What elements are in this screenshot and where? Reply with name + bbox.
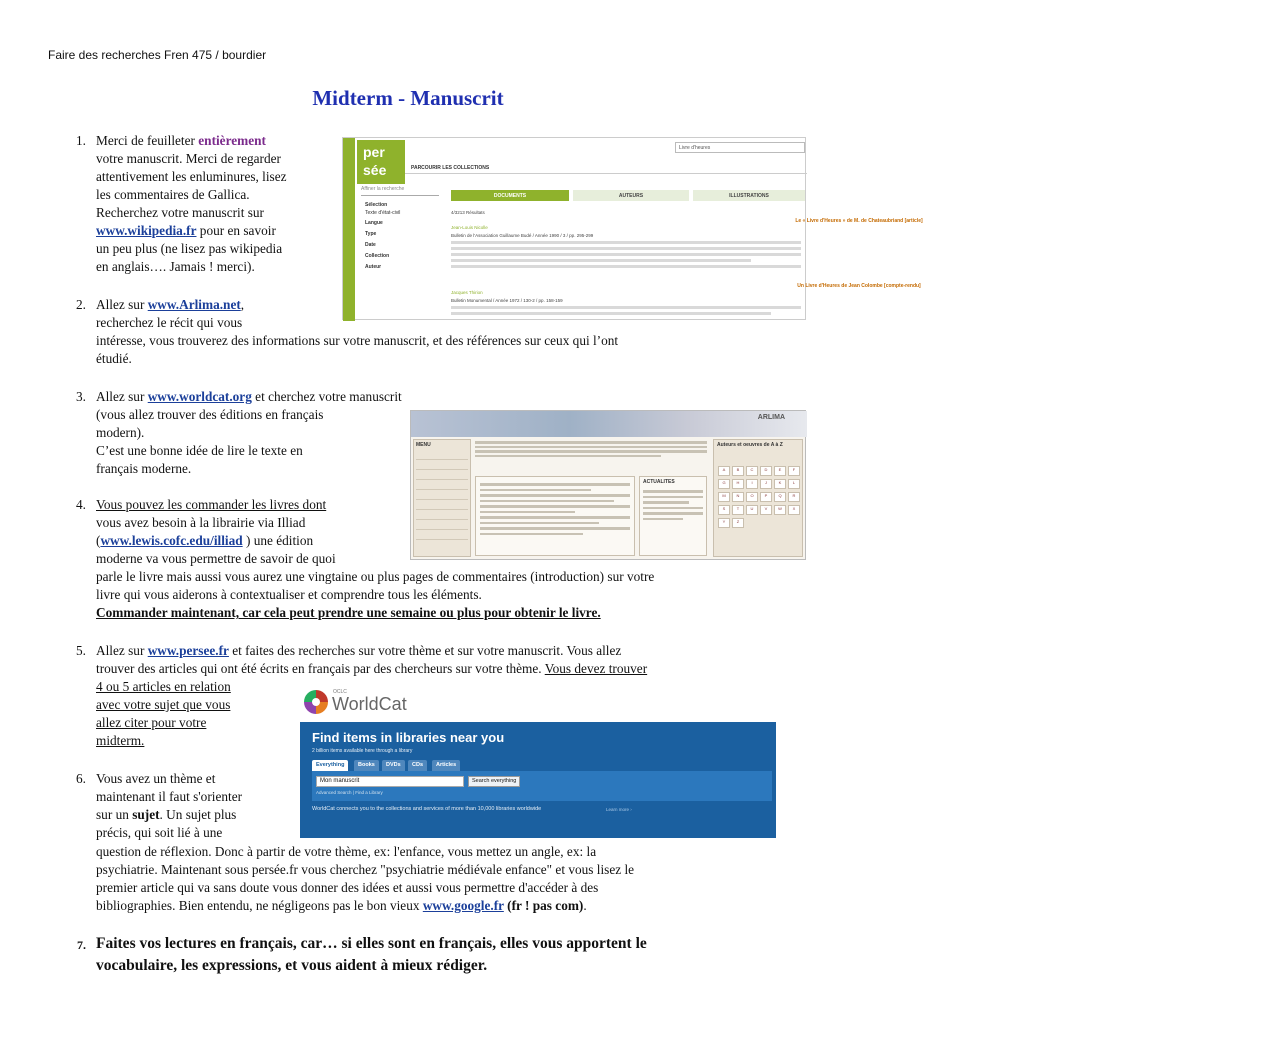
- arlima-letter-cell[interactable]: J: [760, 479, 772, 489]
- arlima-letter-cell[interactable]: K: [774, 479, 786, 489]
- persee-result-meta: Bulletin Monumental / Année 1972 / 130-2 / pp. 158-159: [451, 298, 563, 303]
- item-5-text: [96, 642, 796, 678]
- item-6-line: sur un: [96, 807, 133, 822]
- item-6-line: précis, qui soit lié à une: [96, 825, 223, 840]
- item-1-line: Merci de feuilleter: [96, 133, 199, 148]
- arlima-notices-panel: [475, 476, 635, 556]
- item-4-text: [96, 496, 406, 568]
- persee-result-count: 4/3213 Résultats: [451, 210, 485, 215]
- persee-tab-illustrations[interactable]: ILLUSTRATIONS: [693, 190, 805, 201]
- item-6-text: [96, 770, 296, 842]
- item-5-number: 5.: [76, 643, 86, 658]
- item-6-line: .: [583, 898, 587, 913]
- arlima-letter-cell[interactable]: E: [774, 466, 786, 476]
- worldcat-tab-everything[interactable]: Everything: [312, 760, 348, 771]
- arlima-letter-cell[interactable]: P: [760, 492, 772, 502]
- persee-screenshot: [342, 137, 923, 320]
- arlima-letter-cell[interactable]: Y: [718, 518, 730, 528]
- item-5-underlined: midterm.: [96, 733, 145, 748]
- persee-link[interactable]: www.persee.fr: [147, 643, 229, 658]
- arlima-letter-cell[interactable]: X: [788, 505, 800, 515]
- item-6-line: . Un sujet plus: [159, 807, 237, 822]
- persee-snippet-line: [451, 259, 751, 262]
- item-2-text-wide: [96, 332, 776, 368]
- worldcat-brand: [300, 684, 776, 722]
- item-2-line: intéresse, vous trouverez des informations sur votre manuscrit, et des références sur ceux qui l’ont: [96, 333, 619, 348]
- arlima-news-title: ACTUALITES: [643, 479, 675, 485]
- arlima-letter-cell[interactable]: V: [760, 505, 772, 515]
- arlima-letter-cell[interactable]: A: [718, 466, 730, 476]
- worldcat-link[interactable]: www.worldcat.org: [147, 389, 252, 404]
- persee-facet[interactable]: Collection: [365, 253, 390, 259]
- item-3-line: et cherchez votre manuscrit: [251, 389, 402, 404]
- persee-snippet-line: [451, 312, 771, 315]
- arlima-menu[interactable]: [413, 439, 471, 557]
- arlima-letter-cell[interactable]: W: [774, 505, 786, 515]
- item-2-line: recherchez le récit qui vous: [96, 315, 243, 330]
- arlima-letter-cell[interactable]: D: [760, 466, 772, 476]
- arlima-letter-cell[interactable]: N: [732, 492, 744, 502]
- item-4-line: moderne va vous permettre de savoir de quoi: [96, 551, 336, 566]
- worldcat-wordmark: WorldCat: [332, 694, 407, 714]
- worldcat-tab-articles[interactable]: Articles: [432, 760, 460, 771]
- item-3-line: (vous allez trouver des éditions en français: [96, 407, 324, 422]
- persee-facet[interactable]: Auteur: [365, 264, 382, 270]
- item-1-text: [96, 132, 336, 276]
- emphasis-sujet: sujet: [132, 807, 160, 822]
- item-6-line: Vous avez un thème et: [96, 771, 216, 786]
- item-3-line: français moderne.: [96, 461, 192, 476]
- persee-nav[interactable]: PARCOURIR LES COLLECTIONS: [405, 160, 807, 174]
- persee-logo: per sée: [357, 140, 405, 184]
- arlima-letter-cell[interactable]: C: [746, 466, 758, 476]
- arlima-letter-cell[interactable]: Q: [774, 492, 786, 502]
- item-4-number: 4.: [76, 497, 86, 512]
- arlima-menu-title: MENU: [416, 442, 431, 448]
- arlima-menu-row[interactable]: [416, 493, 468, 500]
- item-2-line: ,: [240, 297, 245, 312]
- arlima-letter-cell[interactable]: B: [732, 466, 744, 476]
- persee-result-author[interactable]: Jacques Thirion: [451, 290, 483, 295]
- worldcat-search-button[interactable]: Search everything: [468, 776, 520, 787]
- arlima-letter-cell[interactable]: T: [732, 505, 744, 515]
- arlima-banner: [411, 411, 807, 437]
- item-5-line: et faites des recherches sur votre thème et sur votre manuscrit. Vous allez: [228, 643, 622, 658]
- persee-tab-documents[interactable]: DOCUMENTS: [451, 190, 569, 201]
- item-4-line: Vous pouvez les commander les livres dont: [96, 497, 327, 512]
- arlima-letter-cell[interactable]: R: [788, 492, 800, 502]
- arlima-letter-cell[interactable]: O: [746, 492, 758, 502]
- worldcat-subheading: 2 billion items available here through a library: [312, 748, 413, 754]
- item-5-line: trouver des articles qui ont été écrits en français par des chercheurs sur votre thème.: [96, 661, 545, 676]
- persee-snippet-line: [451, 247, 801, 250]
- arlima-menu-row[interactable]: [416, 533, 468, 540]
- item-1-line: les commentaires de Gallica.: [96, 187, 250, 202]
- persee-search-input[interactable]: Livre d'heures: [675, 142, 805, 153]
- persee-facet[interactable]: Type: [365, 231, 377, 237]
- arlima-menu-row[interactable]: [416, 463, 468, 470]
- arlima-letter-grid: [713, 439, 803, 557]
- worldcat-oclc-label: OCLC: [333, 689, 347, 695]
- persee-refine-search[interactable]: Affiner la recherche: [361, 186, 439, 196]
- arlima-letter-cell[interactable]: U: [746, 505, 758, 515]
- arlima-link[interactable]: www.Arlima.net: [147, 297, 241, 312]
- item-4-line: ) une édition: [242, 533, 314, 548]
- item-6-number: 6.: [76, 771, 86, 786]
- arlima-letter-cell[interactable]: F: [788, 466, 800, 476]
- persee-snippet-line: [451, 253, 801, 256]
- item-1-line: Recherchez votre manuscrit sur: [96, 205, 264, 220]
- worldcat-learn-more[interactable]: Learn more ›: [606, 807, 632, 812]
- item-3-line: Allez sur: [96, 389, 148, 404]
- arlima-letter-cell[interactable]: S: [718, 505, 730, 515]
- item-2-line: Allez sur: [96, 297, 148, 312]
- worldcat-tab-dvds[interactable]: DVDs: [382, 760, 405, 771]
- item-2-text: [96, 296, 336, 332]
- item-6-line: maintenant il faut s'orienter: [96, 789, 243, 804]
- arlima-menu-row[interactable]: [416, 483, 468, 490]
- worldcat-advanced-links[interactable]: Advanced Search | Find a Library: [316, 790, 383, 795]
- persee-facet[interactable]: Texte d'état-civil: [365, 210, 401, 216]
- google-link[interactable]: www.google.fr: [422, 898, 504, 913]
- item-6-line: psychiatrie. Maintenant sous persée.fr vous cherchez "psychiatrie médiévale enfance" et vous lisez le: [96, 862, 635, 877]
- persee-sidebar-strip: [343, 138, 355, 321]
- item-5-line: Allez sur: [96, 643, 148, 658]
- arlima-news-panel: [639, 476, 707, 556]
- item-1-line: attentivement les enluminures, lisez: [96, 169, 287, 184]
- persee-result-title[interactable]: Un Livre d'Heures de Jean Colombe [compte-rendu]: [797, 283, 921, 289]
- item-1-line: votre manuscrit. Merci de regarder: [96, 151, 281, 166]
- arlima-letter-cell[interactable]: G: [718, 479, 730, 489]
- arlima-menu-row[interactable]: [416, 473, 468, 480]
- persee-snippet-line: [451, 265, 801, 268]
- worldcat-logo-icon: [304, 690, 328, 714]
- item-2-number: 2.: [76, 297, 86, 312]
- item-5-underlined: Vous devez trouver: [544, 661, 648, 676]
- emphasis-fr-not-com: (fr ! pas com): [503, 898, 584, 913]
- item-4-line: (: [96, 533, 101, 548]
- worldcat-footer-text: WorldCat connects you to the collections and services of more than 10,000 libraries worldwide: [312, 806, 542, 812]
- item-4-line: vous avez besoin à la librairie via Illiad: [96, 515, 306, 530]
- item-1-line: en anglais…. Jamais ! merci).: [96, 259, 255, 274]
- item-4-text-wide: [96, 568, 806, 622]
- page-header: Faire des recherches Fren 475 / bourdier: [48, 48, 267, 62]
- arlima-letter-cell[interactable]: L: [788, 479, 800, 489]
- item-5-underlined: avec votre sujet que vous: [96, 697, 231, 712]
- arlima-menu-row[interactable]: [416, 523, 468, 530]
- item-4-line: parle le livre mais aussi vous aurez une vingtaine ou plus pages de commentaires (introduction) sur votre: [96, 569, 655, 584]
- worldcat-search-panel: [300, 722, 776, 838]
- item-7-line: vocabulaire, les expressions, et vous aident à mieux rédiger.: [96, 957, 488, 974]
- item-5-underlined: allez citer pour votre: [96, 715, 207, 730]
- item-1-number: 1.: [76, 133, 86, 148]
- arlima-letter-cell[interactable]: H: [732, 479, 744, 489]
- item-2-line: étudié.: [96, 351, 132, 366]
- item-6-text-wide: [96, 843, 796, 915]
- illiad-link[interactable]: www.lewis.cofc.edu/illiad: [100, 533, 243, 548]
- worldcat-tab-cds[interactable]: CDs: [408, 760, 427, 771]
- worldcat-tab-books[interactable]: Books: [354, 760, 379, 771]
- item-6-line: premier article qui va sans doute vous donner des idées et aussi vous permettre d'accéder à des: [96, 880, 599, 895]
- arlima-logo: ARLIMA: [757, 414, 785, 421]
- order-now-notice: Commander maintenant, car cela peut prendre une semaine ou plus pour obtenir le livre.: [96, 605, 601, 620]
- persee-facet[interactable]: Langue: [365, 220, 383, 226]
- item-7-text: [96, 933, 806, 977]
- arlima-menu-row[interactable]: [416, 453, 468, 460]
- item-7-line: Faites vos lectures en français, car… si elles sont en français, elles vous apportent le: [96, 935, 647, 952]
- arlima-letter-cell[interactable]: Z: [732, 518, 744, 528]
- item-5-text-narrow: [96, 678, 296, 750]
- persee-result-author[interactable]: Jean-Louis Nicolle: [451, 225, 488, 230]
- persee-snippet-line: [451, 241, 801, 244]
- persee-facet[interactable]: Sélection: [365, 202, 388, 208]
- item-6-line: bibliographies. Bien entendu, ne négligeons pas le bon vieux: [96, 898, 423, 913]
- persee-result-title[interactable]: Le « Livre d'Heures » de M. de Chateaubriand [article]: [795, 218, 923, 224]
- item-1-line: un peu plus (ne lisez pas wikipedia: [96, 241, 283, 256]
- item-5-underlined: 4 ou 5 articles en relation: [96, 679, 231, 694]
- worldcat-heading: Find items in libraries near you: [312, 730, 505, 745]
- item-6-line: question de réflexion. Donc à partir de votre thème, ex: l'enfance, vous mettez un angle, ex: la: [96, 844, 597, 859]
- item-3-line: modern).: [96, 425, 145, 440]
- item-3-number: 3.: [76, 389, 86, 404]
- emphasis-entierement: entièrement: [198, 133, 266, 148]
- worldcat-search-input[interactable]: Mon manuscrit: [316, 776, 464, 787]
- arlima-menu-row[interactable]: [416, 513, 468, 520]
- arlima-letter-cell[interactable]: I: [746, 479, 758, 489]
- persee-tab-authors[interactable]: AUTEURS: [573, 190, 689, 201]
- arlima-screenshot: [410, 410, 806, 560]
- persee-snippet-line: [451, 306, 801, 309]
- item-3-line: C’est une bonne idée de lire le texte en: [96, 443, 303, 458]
- persee-result-meta: Bulletin de l'Association Guillaume Budé / Année 1990 / 3 / pp. 295-299: [451, 233, 594, 238]
- item-7-number: 7.: [77, 938, 86, 952]
- item-4-line: livre qui vous aiderons à contextualiser et comprendre tous les éléments.: [96, 587, 482, 602]
- worldcat-screenshot: [300, 684, 776, 838]
- arlima-menu-row[interactable]: [416, 503, 468, 510]
- arlima-grid-title: Auteurs et oeuvres de A à Z: [717, 442, 783, 448]
- arlima-letter-cell[interactable]: M: [718, 492, 730, 502]
- wikipedia-link[interactable]: www.wikipedia.fr: [96, 223, 197, 238]
- page-title: Midterm - Manuscrit: [312, 86, 504, 110]
- persee-facet[interactable]: Date: [365, 242, 376, 248]
- item-1-line: pour en savoir: [196, 223, 276, 238]
